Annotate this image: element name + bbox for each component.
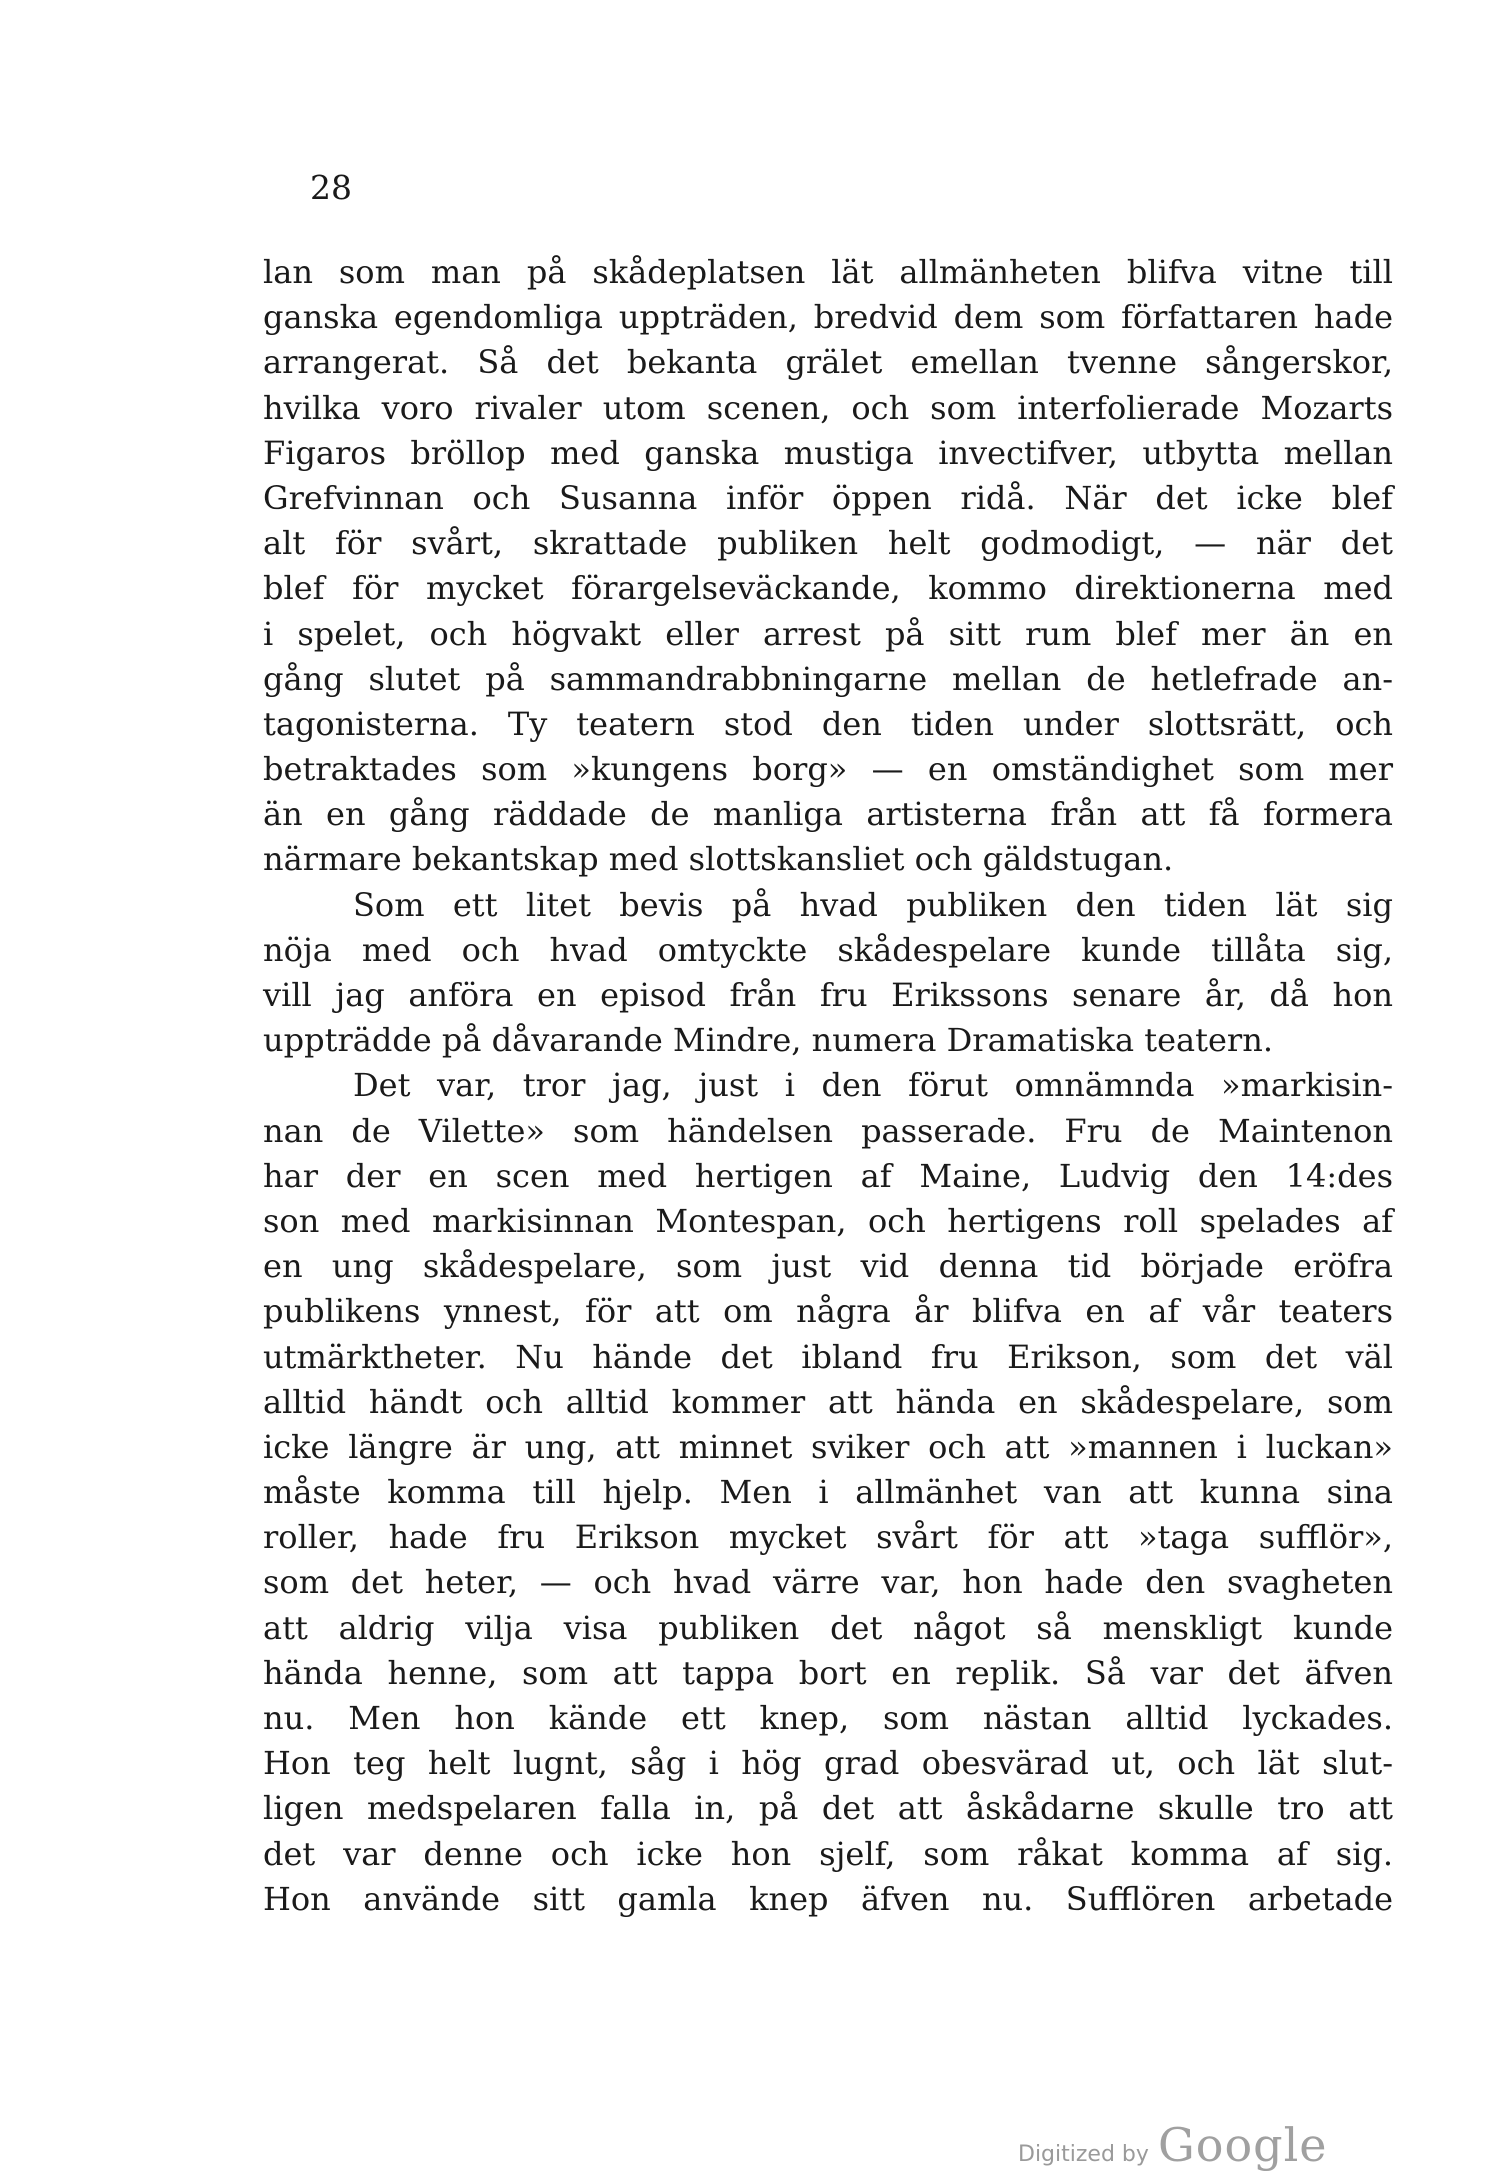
text-line: att aldrig vilja visa publiken det något så menskligt kunde bbox=[263, 1608, 1393, 1647]
text-line: blef för mycket förargelseväckande, kommo direktionerna med bbox=[263, 569, 1393, 608]
digitized-by-google-watermark bbox=[1018, 2118, 1328, 2172]
text-line: har der en scen med hertigen af Maine, Ludvig den 14:des bbox=[263, 1156, 1393, 1195]
text-line: i spelet, och högvakt eller arrest på sitt rum blef mer än en bbox=[263, 614, 1393, 653]
text-line: Grefvinnan och Susanna inför öppen ridå. När det icke blef bbox=[263, 478, 1393, 517]
text-line: nöja med och hvad omtyckte skådespelare kunde tillåta sig, bbox=[263, 930, 1393, 969]
paragraph-2 bbox=[263, 883, 1393, 1064]
google-logo: Google bbox=[1158, 2118, 1328, 2172]
text-line: nan de Vilette» som händelsen passerade. Fru de Maintenon bbox=[263, 1111, 1393, 1150]
text-line: son med markisinnan Montespan, och hertigens roll spelades af bbox=[263, 1201, 1393, 1240]
text-line: en ung skådespelare, som just vid denna tid började eröfra bbox=[263, 1247, 1393, 1286]
text-line: Som ett litet bevis på hvad publiken den tiden lät sig bbox=[353, 885, 1393, 924]
text-line: lan som man på skådeplatsen lät allmänheten blifva vitne till bbox=[263, 253, 1393, 291]
text-line: som det heter, — och hvad värre var, hon hade den svagheten bbox=[263, 1563, 1393, 1602]
text-line: arrangerat. Så det bekanta grälet emellan tvenne sångerskor, bbox=[263, 343, 1393, 382]
text-line: det var denne och icke hon sjelf, som råkat komma af sig. bbox=[263, 1834, 1393, 1873]
text-line: Hon använde sitt gamla knep äfven nu. Sufflören arbetade bbox=[263, 1879, 1393, 1918]
text-line: alt för svårt, skrattade publiken helt godmodigt, — när det bbox=[263, 524, 1393, 563]
text-line: gång slutet på sammandrabbningarne mellan de hetlefrade an- bbox=[263, 659, 1393, 698]
paragraph-1 bbox=[263, 250, 1393, 883]
text-line: ligen medspelaren falla in, på det att åskådarne skulle tro att bbox=[263, 1789, 1393, 1828]
text-line: än en gång räddade de manliga artisterna från att få formera bbox=[263, 795, 1393, 834]
text-line: hända henne, som att tappa bort en replik. Så var det äfven bbox=[263, 1653, 1393, 1692]
page-number: 28 bbox=[310, 168, 352, 207]
text-line: måste komma till hjelp. Men i allmänhet van att kunna sina bbox=[263, 1473, 1393, 1512]
text-line: roller, hade fru Erikson mycket svårt för att »taga sufflör», bbox=[263, 1518, 1393, 1557]
text-line: hvilka voro rivaler utom scenen, och som interfolierade Mozarts bbox=[263, 388, 1393, 427]
watermark-prefix: Digitized by bbox=[1018, 2142, 1149, 2167]
text-line: icke längre är ung, att minnet sviker och att »mannen i luckan» bbox=[263, 1427, 1393, 1466]
text-line: ganska egendomliga uppträden, bredvid dem som författaren hade bbox=[263, 298, 1393, 337]
text-line: alltid händt och alltid kommer att hända en skådespelare, som bbox=[263, 1382, 1393, 1421]
text-line: uppträdde på dåvarande Mindre, numera Dramatiska teatern. bbox=[263, 1021, 1273, 1060]
text-line: Figaros bröllop med ganska mustiga invectifver, utbytta mellan bbox=[263, 433, 1393, 472]
paragraph-3 bbox=[263, 1063, 1393, 1922]
text-line: utmärktheter. Nu hände det ibland fru Erikson, som det väl bbox=[263, 1337, 1393, 1376]
text-line: Det var, tror jag, just i den förut omnämnda »markisin- bbox=[353, 1066, 1393, 1105]
body-text bbox=[263, 250, 1393, 1922]
text-line: Hon teg helt lugnt, såg i hög grad obesvärad ut, och lät slut- bbox=[263, 1744, 1393, 1783]
text-line: närmare bekantskap med slottskansliet och gäldstugan. bbox=[263, 840, 1174, 879]
text-line: publikens ynnest, för att om några år blifva en af vår teaters bbox=[263, 1292, 1393, 1331]
text-line: tagonisterna. Ty teatern stod den tiden under slottsrätt, och bbox=[263, 704, 1393, 743]
text-line: nu. Men hon kände ett knep, som nästan alltid lyckades. bbox=[263, 1699, 1393, 1737]
text-line: vill jag anföra en episod från fru Erikssons senare år, då hon bbox=[263, 976, 1393, 1014]
text-line: betraktades som »kungens borg» — en omständighet som mer bbox=[263, 750, 1393, 789]
